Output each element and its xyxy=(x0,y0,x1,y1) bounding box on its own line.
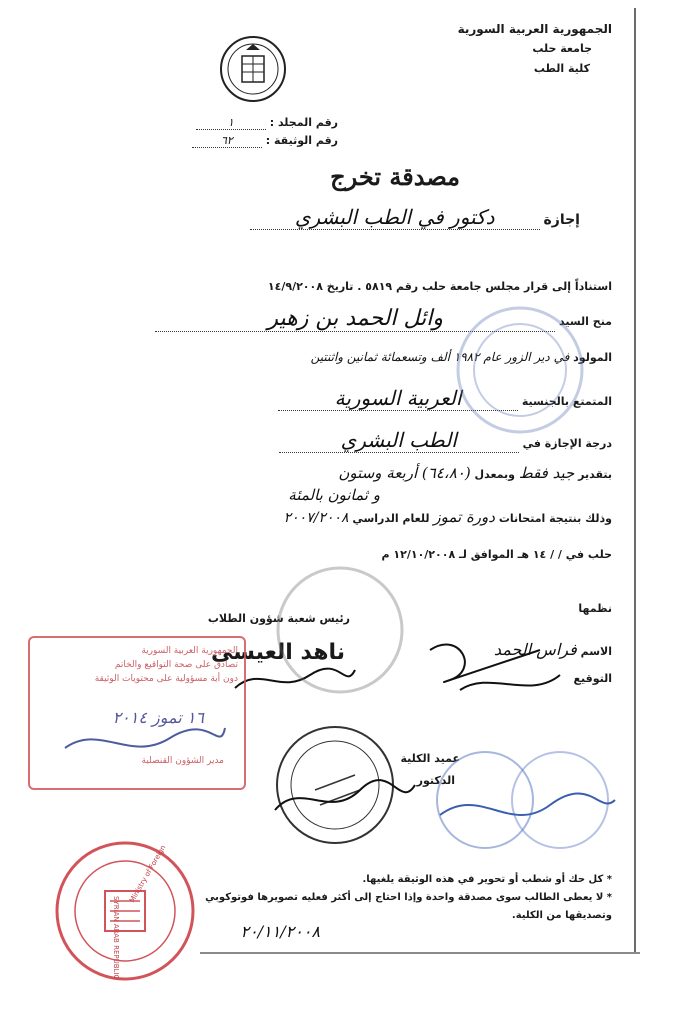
handwritten-issue-date: ٢٠/١١/٢٠٠٨ xyxy=(240,922,320,941)
page-edge-right xyxy=(634,8,636,953)
certificate-title: مصدقة تخرج xyxy=(330,162,460,191)
faint-middle-seal xyxy=(270,560,410,700)
rating-line xyxy=(338,464,612,482)
university-seal xyxy=(218,34,288,104)
born-label: المولود xyxy=(573,351,612,364)
grade-label: درجة الإجازة في xyxy=(522,437,612,450)
registry-volume xyxy=(196,116,338,130)
note-2: * لا يعطى الطالب سوى مصدقة واحدة وإذا احتاج إلى أكثر فعليه تصويرها فوتوكوبي xyxy=(205,892,612,903)
document-label: رقم الوثيقة : xyxy=(265,134,338,147)
date-line: حلب في / / ١٤ هـ الموافق لـ ١٢/١٠/٢٠٠٨ م xyxy=(381,548,612,561)
stamp-line1: الجمهورية العربية السورية xyxy=(141,646,238,656)
average-words xyxy=(288,486,380,504)
session-value: دورة تموز xyxy=(433,508,495,526)
round-stamp-en2: Ministry of Foreign xyxy=(128,843,168,904)
header-country: الجمهورية العربية السورية xyxy=(457,22,612,36)
header-faculty: كلية الطب xyxy=(533,62,590,75)
signature-label: التوقيع xyxy=(573,672,612,685)
average-value: (٦٤،٨٠) أربعة وستون xyxy=(338,464,471,482)
rating-label: بتقدير xyxy=(578,468,612,481)
faint-background-seal xyxy=(450,300,590,440)
blue-seal xyxy=(420,745,620,855)
round-stamp-en1: SYRIAN ARAB REPUBLIC xyxy=(112,896,120,980)
decision-line: استناداً إلى قرار مجلس جامعة حلب رقم ٥٨١٩ . تاريخ ١٤/٩/٢٠٠٨ xyxy=(267,280,612,293)
stamp-officer: مدير الشؤون القنصلية xyxy=(141,756,224,766)
name-label: الاسم xyxy=(580,645,612,658)
average-label: وبمعدل xyxy=(474,468,515,481)
clerk-signature xyxy=(420,630,570,710)
degree-line xyxy=(250,205,580,230)
year-label: للعام الدراسي xyxy=(352,512,430,525)
consular-authentication-stamp xyxy=(28,636,246,790)
dean-title: عميد الكلية xyxy=(400,752,460,765)
exams-label: وذلك بنتيجة امتحانات xyxy=(498,512,612,525)
document-value: ٦٢ xyxy=(192,134,262,148)
stamp-signature xyxy=(60,718,230,768)
year-value: ٢٠٠٧/٢٠٠٨ xyxy=(283,510,349,526)
grade-value: الطب البشري xyxy=(279,428,519,453)
dean-label: الدكتور xyxy=(416,774,455,787)
registry-document xyxy=(192,134,338,148)
nationality-label: المتمتع بالجنسية xyxy=(521,395,612,408)
stamp-date: ١٦ تموز ٢٠١٤ xyxy=(112,708,204,727)
note-1: * كل حك أو شطب أو تحوير في هذه الوثيقة يلغيها. xyxy=(362,874,612,885)
degree-label: إجازة xyxy=(543,212,580,228)
header-university: جامعة حلب xyxy=(532,42,592,55)
ministry-round-stamp xyxy=(50,836,200,986)
exams-line xyxy=(284,508,612,526)
granted-value: وائل الحمد بن زهير xyxy=(155,306,555,332)
verified-label: نظمها xyxy=(578,602,612,615)
average-words-value: و ثمانون بالمئة xyxy=(288,486,380,504)
volume-value: ١ xyxy=(196,116,266,130)
volume-label: رقم المجلد : xyxy=(269,116,338,129)
stamp-line2: تصادق على صحة التواقيع والخاتم xyxy=(114,660,238,670)
student-affairs-head: رئيس شعبة شؤون الطلاب xyxy=(207,612,350,625)
student-affairs-name: ناهد العيسى xyxy=(211,640,345,665)
name-value: فراس الحمد xyxy=(493,640,577,659)
granted-label: منح السيد xyxy=(559,315,612,328)
page-edge-bottom xyxy=(200,952,640,954)
dean-signature xyxy=(270,770,420,830)
rating-value: جيد فقط xyxy=(518,464,575,482)
nationality-value: العربية السورية xyxy=(278,386,518,411)
stamp-line3: دون أية مسؤولية على محتويات الوثيقة xyxy=(94,674,238,684)
note-3: وتصديقها من الكلية. xyxy=(511,910,612,921)
degree-value: دكتور في الطب البشري xyxy=(250,205,540,230)
born-value: في دير الزور عام ١٩٨٢ ألف وتسعمائة ثمانين واثنتين xyxy=(310,350,570,364)
